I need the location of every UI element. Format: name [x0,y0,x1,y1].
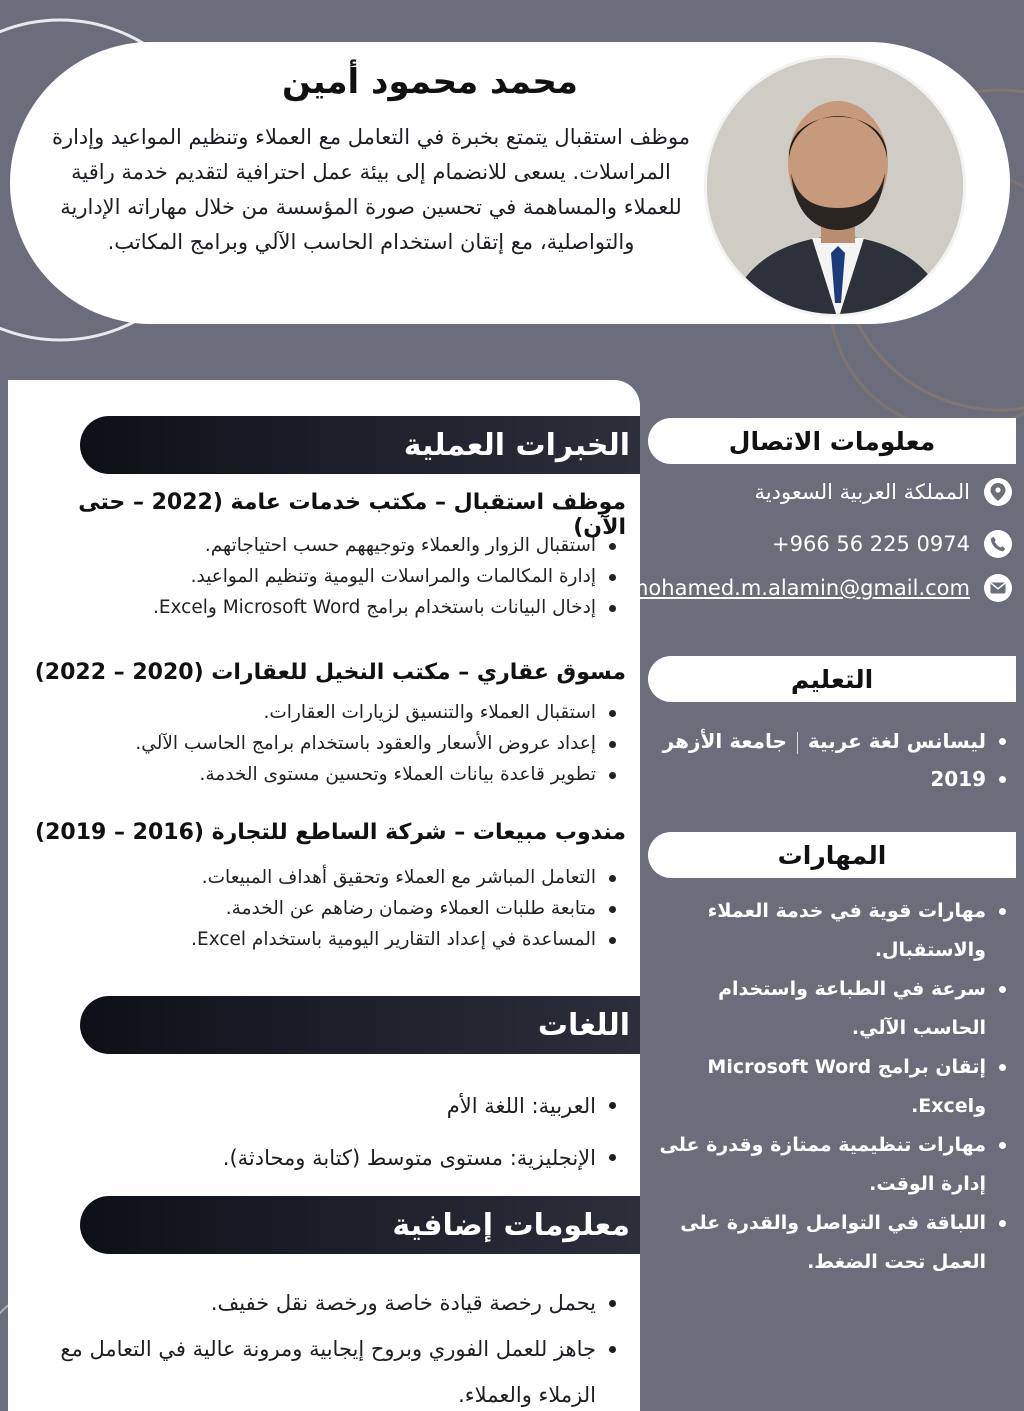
skills-heading: المهارات [648,832,1016,878]
experience-heading: الخبرات العملية [80,416,640,474]
list-item: مهارات تنظيمية ممتازة وقدرة على إدارة الوقت. [650,1126,1010,1204]
list-item: إدارة المكالمات والمراسلات اليومية وتنظيم المواعيد. [20,561,620,592]
contact-email-row[interactable] [627,568,1012,608]
phone-icon [984,530,1012,558]
languages-heading: اللغات [80,996,640,1054]
candidate-name: محمد محمود أمين [282,62,578,102]
contact-location: المملكة العربية السعودية [754,480,970,504]
list-item: يحمل رخصة قيادة خاصة ورخصة نقل خفيف. [18,1280,620,1326]
list-item: إعداد عروض الأسعار والعقود باستخدام برامج الحاسب الآلي. [20,728,620,759]
avatar-illustration [707,58,966,317]
list-item: استقبال العملاء والتنسيق لزيارات العقارات. [20,697,620,728]
list-item: 2019 [650,760,1010,798]
job-title-3: مندوب مبيعات – شركة الساطع للتجارة (2016 – 2019) [35,820,626,845]
email-icon [984,574,1012,602]
profile-summary: موظف استقبال يتمتع بخبرة في التعامل مع العملاء وتنظيم المواعيد وإدارة المراسلات. يسعى للانضمام إلى بيئة عمل احترافية لتقديم خدمة راقية للعملاء والمساهمة في تحسين صورة المؤسسة من خلال مهاراته الإدارية والتواصلية، مع إتقان استخدام الحاسب الآلي وبرامج المكاتب. [51,125,691,254]
job-title-2: مسوق عقاري – مكتب النخيل للعقارات (2020 – 2022) [34,660,626,685]
contact-email-link[interactable]: mohamed.m.alamin@gmail.com [627,576,970,600]
list-item: الإنجليزية: مستوى متوسط (كتابة ومحادثة). [20,1132,620,1184]
extra-info-list [18,1280,620,1411]
skills-list [650,892,1010,1282]
contact-phone: +966 56 225 0974 [772,532,970,556]
list-item: المساعدة في إعداد التقارير اليومية باستخدام Excel. [20,924,620,955]
languages-list [20,1080,620,1184]
list-item: جاهز للعمل الفوري وبروح إيجابية ومرونة عالية في التعامل مع الزملاء والعملاء. [18,1326,620,1411]
list-item: إدخال البيانات باستخدام برامج Microsoft Word وExcel. [20,592,620,623]
list-item: العربية: اللغة الأم [20,1080,620,1132]
contact-location-row [648,472,1012,512]
job-duties-1 [20,530,620,623]
education-heading: التعليم [648,656,1016,702]
job-duties-2 [20,697,620,790]
contact-phone-row [648,524,1012,564]
job-title-1: موظف استقبال – مكتب خدمات عامة (2022 – حتى الآن) [78,490,626,540]
list-item: التعامل المباشر مع العملاء وتحقيق أهداف المبيعات. [20,862,620,893]
list-item: متابعة طلبات العملاء وضمان رضاهم عن الخدمة. [20,893,620,924]
education-degree: ليسانس لغة عربية [807,729,986,753]
list-item: تطوير قاعدة بيانات العملاء وتحسين مستوى الخدمة. [20,759,620,790]
job-duties-3 [20,862,620,955]
extra-info-heading: معلومات إضافية [80,1196,640,1254]
education-university: جامعة الأزهر [662,729,787,753]
list-item [650,722,1010,760]
list-item: سرعة في الطباعة واستخدام الحاسب الآلي. [650,970,1010,1048]
list-item: اللباقة في التواصل والقدرة على العمل تحت الضغط. [650,1204,1010,1282]
list-item: إتقان برامج Microsoft Word وExcel. [650,1048,1010,1126]
list-item: مهارات قوية في خدمة العملاء والاستقبال. [650,892,1010,970]
location-pin-icon [984,478,1012,506]
separator [797,732,798,754]
contact-heading: معلومات الاتصال [648,418,1016,464]
profile-photo [704,55,966,317]
education-list [650,722,1010,798]
list-item: استقبال الزوار والعملاء وتوجيههم حسب احتياجاتهم. [20,530,620,561]
